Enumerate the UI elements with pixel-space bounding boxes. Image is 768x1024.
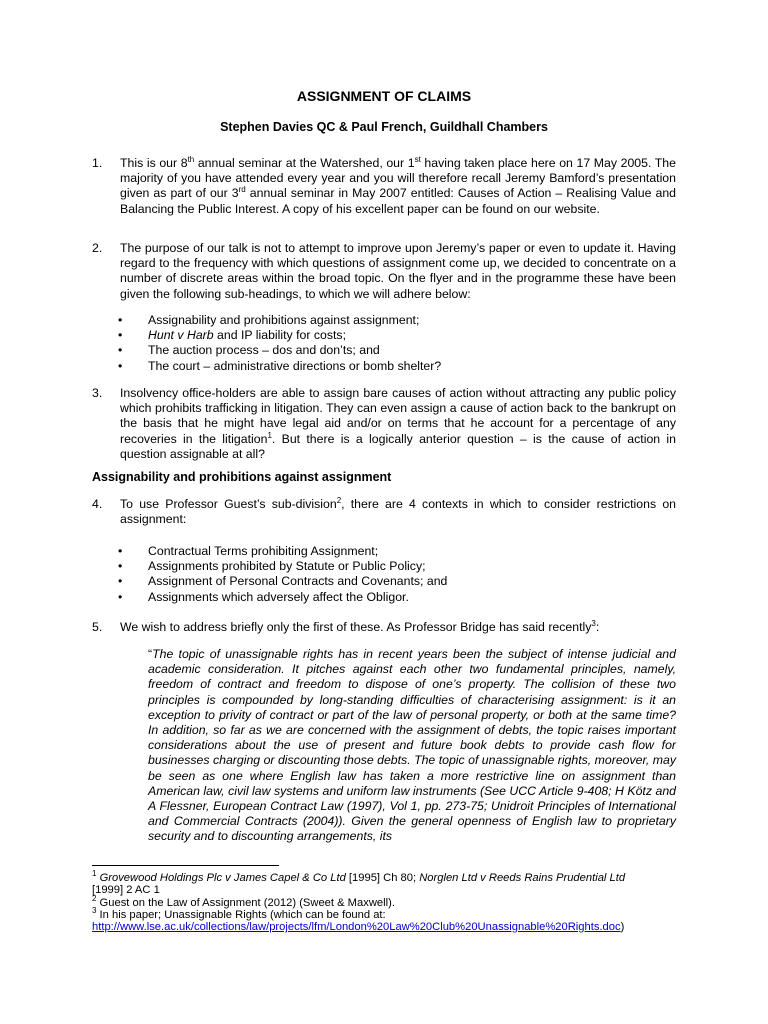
footnote-number: 3	[92, 906, 97, 915]
case-name: Grovewood Holdings Plc v James Capel & Co Ltd	[99, 872, 346, 884]
quote-mark: “	[148, 647, 153, 661]
paper-link[interactable]: http://www.lse.ac.uk/collections/law/projects/lfm/London%20Law%20Club%20Unassignable%20Rights.doc	[92, 921, 621, 933]
footnote-3	[92, 906, 682, 933]
text-run: annual seminar in May 2007 entitled: Causes of Action – Realising Value and Balancing the Public Interest. A copy of his excellent paper can be found on our website.	[120, 186, 676, 216]
case-name: Hunt v Harb	[148, 328, 214, 343]
footnote-1	[92, 869, 682, 896]
citation: [1999] 2 AC 1	[92, 884, 160, 896]
paragraph-5	[92, 620, 676, 635]
text-run: :	[595, 620, 600, 634]
footnote-ref: 1	[267, 430, 272, 440]
footnote-text: In his paper; Unassignable Rights (which can be found at:	[96, 909, 386, 921]
paragraph-4	[92, 497, 676, 527]
paragraph-text	[120, 620, 676, 635]
paragraph-text	[120, 497, 676, 527]
paragraph-number: 1.	[92, 156, 103, 170]
paragraph-number: 2.	[92, 241, 103, 255]
list-item-text: Assignability and prohibitions against assignment;	[148, 313, 420, 327]
list-item: • Assignments which adversely affect the Obligor.	[118, 589, 409, 604]
list-item-text: The court – administrative directions or bomb shelter?	[148, 358, 442, 373]
list-item: • The court – administrative directions or bomb shelter?	[118, 358, 442, 373]
list-item: • Hunt v Harb and IP liability for costs;	[118, 328, 346, 343]
text-run: We wish to address briefly only the first of these. As Professor Bridge has said recently	[120, 620, 592, 634]
superscript: rd	[238, 185, 246, 195]
section-heading: Assignability and prohibitions against assignment	[92, 470, 392, 484]
paragraph-text	[120, 386, 676, 462]
context-list	[118, 544, 678, 605]
paragraph-3	[92, 386, 676, 462]
paragraph-number: 5.	[92, 620, 103, 634]
document-authors: Stephen Davies QC & Paul French, Guildhall Chambers	[220, 120, 548, 134]
document-title: ASSIGNMENT OF CLAIMS	[296, 88, 472, 104]
quote-text: The topic of unassignable rights has in recent years been the subject of intense judicial and academic consideration. It pitches against each other two fundamental principles, namely, freedom of contract and freedom to dispose of one’s property. The collision of these two principles is compounded by long-standing difficulties of characterising assignment: is it an exception to privity of contract or part of the law of personal property, or both at the same time? In addition, so far as we are concerned with the assignment of debts, the topic raises important considerations about the use of present and future book debts to provide cash flow for businesses charging or discounting those debts. The topic of unassignable rights, moreover, may be seen as one where English law has taken a more restrictive line on assignment than American law, civil law systems and uniform law instruments (See UCC Article 9-408; H Kötz and A Flessner, European Contract Law (1997), Vol 1, pp. 273-75; Unidroit Principles of International and Commercial Contracts (2004)). Given the general openness of English law to proprietary security and to discounting arrangements, its	[148, 647, 676, 844]
list-item: • Contractual Terms prohibiting Assignment;	[118, 544, 379, 558]
list-item-text: Assignments prohibited by Statute or Public Policy;	[148, 559, 426, 574]
paragraph-2	[92, 241, 676, 302]
list-item-text: and IP liability for costs;	[213, 328, 346, 343]
superscript: th	[187, 155, 195, 164]
text-run: To use Professor Guest’s sub-division	[120, 497, 337, 511]
footnote-text: )	[620, 921, 625, 933]
footnote-text: Guest on the Law of Assignment (2012) (Sweet & Maxwell).	[96, 897, 395, 909]
citation: [1995] Ch 80;	[345, 872, 420, 884]
text-run: Insolvency office-holders are able to assign bare causes of action without attracting any public policy which prohibits trafficking in litigation. They can even assign a cause of action back to the bankrupt on the basis that he might have legal aid and/or on terms that he account for a percentage of any recoveries in the litigation	[120, 386, 676, 446]
footnote-number: 1	[92, 869, 97, 878]
superscript: st	[414, 155, 421, 164]
paragraph-text: The purpose of our talk is not to attempt to improve upon Jeremy’s paper or even to update it. Having regard to the frequency with which questions of assignment come up, we decided to concentrate on a number of discrete areas within the broad topic. On the flyer and in the programme these have been given the following sub-headings, to which we will adhere below:	[120, 241, 676, 301]
paragraph-text	[120, 156, 676, 217]
paragraph-1	[92, 156, 676, 217]
list-item: • Assignability and prohibitions against assignment;	[118, 313, 420, 327]
block-quote	[148, 647, 676, 845]
footnote-2	[92, 894, 682, 909]
text-run: . But there is a logically anterior question – is the cause of action in question assignable at all?	[120, 431, 676, 461]
footnote-ref: 2	[336, 496, 342, 505]
list-item: • Assignment of Personal Contracts and Covenants; and	[118, 574, 448, 589]
list-item-text: Contractual Terms prohibiting Assignment;	[148, 544, 379, 558]
text-run: having taken place here on 17 May 2005. The majority of you have attended every year and you will therefore recall Jeremy Bamford’s presentation given as part of our 3	[120, 156, 676, 201]
paragraph-number: 3.	[92, 386, 103, 400]
case-name: Norglen Ltd v Reeds Rains Prudential Ltd	[419, 872, 626, 884]
text-run: annual seminar at the Watershed, our 1	[194, 156, 415, 170]
list-item: • The auction process – dos and don’ts; and	[118, 343, 380, 358]
list-item: • Assignments prohibited by Statute or Public Policy;	[118, 559, 426, 574]
list-item-text: Assignment of Personal Contracts and Covenants; and	[148, 574, 448, 589]
footnote-number: 2	[92, 894, 97, 903]
list-item-text: Assignments which adversely affect the Obligor.	[148, 589, 409, 604]
list-item-text: The auction process – dos and don’ts; and	[148, 343, 380, 358]
footnote-ref: 3	[591, 619, 596, 628]
topic-list	[118, 313, 678, 374]
text-run: This is our 8	[120, 156, 188, 170]
paragraph-number: 4.	[92, 497, 103, 511]
footnote-separator	[92, 865, 279, 866]
text-run: , there are 4 contexts in which to consider restrictions on assignment:	[120, 497, 676, 527]
